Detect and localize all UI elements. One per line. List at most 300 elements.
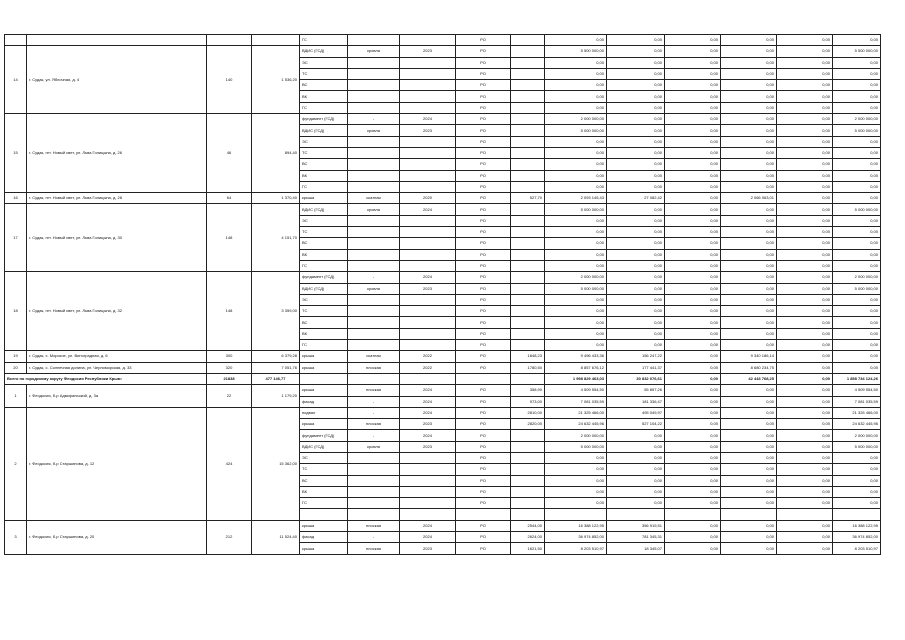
year-cell (400, 475, 456, 486)
volume-cell (511, 328, 545, 339)
area-sqm-cell: 7 051,76 (252, 362, 300, 373)
year-cell: 2023 (400, 125, 456, 136)
fund-cell: 356 919,51 (607, 520, 665, 531)
fund-cell: 0,00 (607, 159, 665, 170)
year-cell (400, 57, 456, 68)
type-cell: - (348, 114, 400, 125)
total-cost-cell: 9 496 433,36 (545, 351, 607, 362)
volume-cell (511, 125, 545, 136)
type-cell: плоская (348, 419, 400, 430)
republic-cell: 0,00 (665, 486, 721, 497)
republic-cell: 0,00 (665, 475, 721, 486)
unit-cell: РО (456, 294, 511, 305)
unit-cell: РО (456, 283, 511, 294)
volume-cell (511, 317, 545, 328)
republic-cell: 0,00 (665, 170, 721, 181)
fund-cell: 0,00 (607, 136, 665, 147)
type-cell: скатная (348, 193, 400, 204)
year-cell (400, 340, 456, 351)
fund-cell: 0,00 (607, 283, 665, 294)
type-cell: - (348, 532, 400, 543)
republic-cell: 0,00 (665, 91, 721, 102)
table-row (5, 114, 881, 125)
work-cell: крыша (300, 385, 348, 396)
row-number: 16 (5, 193, 27, 204)
total-cost-cell: 36 974 852,00 (545, 532, 607, 543)
fund-cell: 0,00 (607, 215, 665, 226)
unit-cell: РО (456, 407, 511, 418)
address-cell: г. Судак, с. Солнечная долина, ул. Черноморская, д. 33 (27, 362, 207, 373)
regional-cell: 0,00 (721, 125, 777, 136)
apartments-cell: 148 (207, 204, 252, 272)
type-cell (348, 57, 400, 68)
volume-cell (511, 498, 545, 509)
republic-cell: 0,00 (665, 68, 721, 79)
volume-cell (511, 114, 545, 125)
local-cell: 0,00 (777, 35, 833, 46)
volume-cell (511, 294, 545, 305)
year-cell: 2023 (400, 419, 456, 430)
type-cell (348, 498, 400, 509)
volume-cell: 2810,00 (511, 407, 545, 418)
volume-cell (511, 486, 545, 497)
fund-cell: 0,00 (607, 91, 665, 102)
total-cost-cell: 0,00 (545, 294, 607, 305)
work-cell: ГС (300, 102, 348, 113)
other-cell: 8 203 510,97 (833, 543, 881, 554)
local-cell: 0,00 (777, 80, 833, 91)
total-cost-cell: 0,00 (545, 227, 607, 238)
fund-cell: 0,00 (607, 46, 665, 57)
type-cell (348, 80, 400, 91)
work-cell: ЭС (300, 136, 348, 147)
year-cell (400, 147, 456, 158)
work-cell: ВС (300, 317, 348, 328)
apartments-cell: 300 (207, 351, 252, 362)
work-cell: ТС (300, 147, 348, 158)
type-cell (348, 475, 400, 486)
local-cell: 0,00 (777, 385, 833, 396)
volume-cell (511, 136, 545, 147)
republic-cell: 0,00 (665, 373, 721, 384)
row-number: 14 (5, 46, 27, 114)
unit-cell: РО (456, 46, 511, 57)
local-cell: 0,00 (777, 498, 833, 509)
fund-cell: 0,00 (607, 227, 665, 238)
regional-cell: 0,00 (721, 68, 777, 79)
apartments-cell: 148 (207, 272, 252, 351)
total-cost-cell: 0,00 (545, 170, 607, 181)
regional-cell: 0,00 (721, 283, 777, 294)
work-cell: крыша (300, 543, 348, 554)
local-cell: 0,00 (777, 464, 833, 475)
type-cell (348, 68, 400, 79)
work-cell: ЭС (300, 215, 348, 226)
work-cell: фундамент (ГСД) (300, 114, 348, 125)
type-cell (348, 509, 400, 520)
fund-cell: 0,00 (607, 498, 665, 509)
regional-cell: 0,00 (721, 159, 777, 170)
local-cell: 0,00 (777, 351, 833, 362)
republic-cell: 0,00 (665, 396, 721, 407)
unit-cell: РО (456, 159, 511, 170)
regional-cell: 0,00 (721, 520, 777, 531)
volume-cell (511, 80, 545, 91)
republic-cell: 0,00 (665, 57, 721, 68)
total-cost-cell: 16 388 122,95 (545, 520, 607, 531)
local-cell: 0,00 (777, 215, 833, 226)
work-cell: ВС (300, 80, 348, 91)
year-cell (400, 249, 456, 260)
work-cell: ВК (300, 486, 348, 497)
republic-cell: 0,00 (665, 260, 721, 271)
year-cell (400, 91, 456, 102)
fund-cell: 0,00 (607, 317, 665, 328)
table-row (5, 193, 881, 204)
total-cost-cell: 5 000 000,00 (545, 125, 607, 136)
work-cell: ВК (300, 170, 348, 181)
type-cell: кровля (348, 125, 400, 136)
row-number: 1 (5, 385, 27, 408)
volume-cell: 527,70 (511, 193, 545, 204)
other-cell: 0,00 (833, 464, 881, 475)
fund-cell: 0,00 (607, 272, 665, 283)
republic-cell: 0,00 (665, 80, 721, 91)
republic-cell: 0,00 (665, 215, 721, 226)
republic-cell: 0,00 (665, 102, 721, 113)
type-cell: скатная (348, 351, 400, 362)
volume-cell (511, 35, 545, 46)
volume-cell (511, 441, 545, 452)
other-cell: 0,00 (833, 306, 881, 317)
fund-cell: 495 049,97 (607, 407, 665, 418)
area-sqm-cell: 1 536,20 (252, 46, 300, 114)
other-cell: 0,00 (833, 328, 881, 339)
unit-cell: РО (456, 260, 511, 271)
unit-cell: РО (456, 249, 511, 260)
regional-cell: 0,00 (721, 147, 777, 158)
table-row (5, 272, 881, 283)
volume-cell (511, 159, 545, 170)
fund-cell: 177 441,37 (607, 362, 665, 373)
republic-cell: 0,00 (665, 204, 721, 215)
empty-cell (5, 35, 27, 46)
year-cell: 2024 (400, 430, 456, 441)
work-cell: ГС (300, 340, 348, 351)
regional-cell: 0,00 (721, 114, 777, 125)
local-cell: 0,00 (777, 136, 833, 147)
type-cell (348, 306, 400, 317)
total-cost-cell: 0,00 (545, 181, 607, 192)
volume-cell: 358,90 (511, 385, 545, 396)
type-cell: плоская (348, 543, 400, 554)
table-row (5, 407, 881, 418)
volume-cell (511, 238, 545, 249)
work-cell: ВК (300, 91, 348, 102)
volume-cell (511, 373, 545, 384)
year-cell: 2024 (400, 407, 456, 418)
republic-cell: 0,00 (665, 136, 721, 147)
republic-cell: 0,00 (665, 430, 721, 441)
table-row (5, 520, 881, 531)
total-cost-cell: 8 203 510,97 (545, 543, 607, 554)
regional-cell: 0,00 (721, 452, 777, 463)
other-cell: 16 388 122,95 (833, 520, 881, 531)
fund-cell: 0,00 (607, 475, 665, 486)
other-cell: 0,00 (833, 136, 881, 147)
type-cell (348, 147, 400, 158)
republic-cell: 0,00 (665, 317, 721, 328)
other-cell: 1 858 734 124,26 (833, 373, 881, 384)
unit-cell: РО (456, 204, 511, 215)
address-cell: г. Судак, ул. Яблочная, д. 4 (27, 46, 207, 114)
unit-cell: РО (456, 328, 511, 339)
other-cell: 24 632 445,96 (833, 419, 881, 430)
table-row (5, 35, 881, 46)
other-cell: 0,00 (833, 452, 881, 463)
unit-cell: РО (456, 102, 511, 113)
total-cost-cell: 7 081 035,59 (545, 396, 607, 407)
other-cell: 5 000 000,00 (833, 283, 881, 294)
fund-cell: 0,00 (607, 306, 665, 317)
address-cell: г. Судак, пгт. Новый свет, ул. Льва Голицына, д. 30 (27, 204, 207, 272)
other-cell: 0,00 (833, 91, 881, 102)
local-cell: 0,00 (777, 193, 833, 204)
local-cell: 0,00 (777, 294, 833, 305)
fund-cell: 0,00 (607, 294, 665, 305)
unit-cell: РО (456, 147, 511, 158)
year-cell: 2024 (400, 396, 456, 407)
total-cost-cell: 0,00 (545, 68, 607, 79)
local-cell: 0,00 (777, 543, 833, 554)
other-cell: 0,00 (833, 68, 881, 79)
regional-cell: 0,00 (721, 46, 777, 57)
unit-cell: РО (456, 35, 511, 46)
work-cell: ВС (300, 159, 348, 170)
regional-cell: 0,00 (721, 385, 777, 396)
unit-cell: РО (456, 486, 511, 497)
total-row (5, 373, 881, 384)
republic-cell: 0,00 (665, 452, 721, 463)
fund-cell: 0,00 (607, 328, 665, 339)
work-cell: крыша (300, 419, 348, 430)
local-cell: 0,00 (777, 475, 833, 486)
unit-cell (456, 509, 511, 520)
other-cell: 0,00 (833, 147, 881, 158)
regional-cell: 0,00 (721, 543, 777, 554)
year-cell: 2023 (400, 283, 456, 294)
unit-cell: РО (456, 452, 511, 463)
regional-cell: 0,00 (721, 475, 777, 486)
address-cell: г. Судак, пгт. Новый свет, ул. Льва Голицына, д. 26 (27, 114, 207, 193)
fund-cell: 27 082,42 (607, 193, 665, 204)
volume-cell (511, 464, 545, 475)
unit-cell: РО (456, 498, 511, 509)
other-cell: 0,00 (833, 317, 881, 328)
row-number: 17 (5, 204, 27, 272)
work-cell: ЭС (300, 452, 348, 463)
volume-cell: 1848,23 (511, 351, 545, 362)
volume-cell: 2820,00 (511, 419, 545, 430)
address-cell: г. Феодосия, б-р Старшинова, д. 12 (27, 407, 207, 520)
work-cell: крыша (300, 351, 348, 362)
year-cell (400, 373, 456, 384)
work-cell: ГС (300, 35, 348, 46)
fund-cell: 0,00 (607, 147, 665, 158)
volume-cell (511, 46, 545, 57)
year-cell (400, 227, 456, 238)
volume-cell (511, 260, 545, 271)
regional-cell: 0,00 (721, 294, 777, 305)
regional-cell: 0,00 (721, 396, 777, 407)
area-sqm-cell: 477 146,77 (252, 373, 300, 384)
total-cost-cell: 0,00 (545, 486, 607, 497)
fund-cell: 0,00 (607, 170, 665, 181)
type-cell (348, 136, 400, 147)
regional-cell: 0,00 (721, 204, 777, 215)
year-cell: 2023 (400, 441, 456, 452)
unit-cell: РО (456, 419, 511, 430)
unit-cell: РО (456, 430, 511, 441)
volume-cell (511, 475, 545, 486)
other-cell: 0,00 (833, 498, 881, 509)
republic-cell: 0,00 (665, 520, 721, 531)
type-cell (348, 452, 400, 463)
republic-cell (665, 509, 721, 520)
fund-cell: 0,00 (607, 204, 665, 215)
total-cost-cell: 0,00 (545, 35, 607, 46)
volume-cell (511, 306, 545, 317)
fund-cell: 156 247,22 (607, 351, 665, 362)
total-cost-cell: 0,00 (545, 147, 607, 158)
area-sqm-cell: 15 362,00 (252, 407, 300, 520)
type-cell (348, 294, 400, 305)
volume-cell (511, 452, 545, 463)
local-cell: 0,00 (777, 328, 833, 339)
volume-cell (511, 91, 545, 102)
type-cell (348, 159, 400, 170)
unit-cell: РО (456, 181, 511, 192)
fund-cell: 0,00 (607, 181, 665, 192)
total-cost-cell (545, 509, 607, 520)
volume-cell (511, 170, 545, 181)
unit-cell: РО (456, 238, 511, 249)
regional-cell: 0,00 (721, 498, 777, 509)
other-cell: 2 000 000,00 (833, 430, 881, 441)
other-cell: 4 509 554,50 (833, 385, 881, 396)
local-cell: 0,00 (777, 407, 833, 418)
regional-cell: 9 340 186,14 (721, 351, 777, 362)
year-cell (400, 486, 456, 497)
republic-cell: 0,00 (665, 294, 721, 305)
unit-cell: РО (456, 136, 511, 147)
unit-cell: РО (456, 475, 511, 486)
regional-cell: 0,00 (721, 170, 777, 181)
republic-cell: 0,00 (665, 543, 721, 554)
other-cell: 5 000 000,00 (833, 441, 881, 452)
local-cell: 0,00 (777, 396, 833, 407)
type-cell: кровля (348, 204, 400, 215)
unit-cell: РО (456, 317, 511, 328)
other-cell: 0,00 (833, 57, 881, 68)
regional-cell: 0,00 (721, 317, 777, 328)
unit-cell: РО (456, 170, 511, 181)
address-cell: г. Судак, с. Морское, ул. Виноградная, д. 6 (27, 351, 207, 362)
volume-cell (511, 102, 545, 113)
unit-cell: РО (456, 125, 511, 136)
regional-cell: 0,00 (721, 249, 777, 260)
row-number: 2 (5, 407, 27, 520)
total-cost-cell: 0,00 (545, 452, 607, 463)
work-cell: ГС (300, 498, 348, 509)
total-cost-cell: 4 509 554,50 (545, 385, 607, 396)
total-cost-cell: 24 632 445,96 (545, 419, 607, 430)
fund-cell: 0,00 (607, 57, 665, 68)
republic-cell: 0,00 (665, 147, 721, 158)
work-cell: ВДИС (ГСД) (300, 204, 348, 215)
regional-cell: 0,00 (721, 181, 777, 192)
work-cell: фасад (300, 532, 348, 543)
regional-cell: 0,00 (721, 215, 777, 226)
total-cost-cell: 0,00 (545, 475, 607, 486)
total-cost-cell: 0,00 (545, 498, 607, 509)
fund-cell: 18 345,07 (607, 543, 665, 554)
work-cell: ГС (300, 181, 348, 192)
regional-cell (721, 509, 777, 520)
table-row (5, 351, 881, 362)
total-cost-cell: 0,00 (545, 80, 607, 91)
volume-cell: 2624,00 (511, 532, 545, 543)
other-cell: 0,00 (833, 181, 881, 192)
year-cell (400, 159, 456, 170)
local-cell: 0,00 (777, 91, 833, 102)
other-cell: 0,00 (833, 249, 881, 260)
type-cell: кровля (348, 283, 400, 294)
republic-cell: 0,00 (665, 193, 721, 204)
work-cell: крыша (300, 193, 348, 204)
regional-cell: 42 443 768,25 (721, 373, 777, 384)
year-cell (400, 102, 456, 113)
total-cost-cell: 2 000 000,00 (545, 114, 607, 125)
local-cell: 0,00 (777, 238, 833, 249)
work-cell: фасад (300, 396, 348, 407)
table-row (5, 362, 881, 373)
unit-cell: РО (456, 215, 511, 226)
apartments-cell: 212 (207, 520, 252, 554)
other-cell: 2 000 000,00 (833, 272, 881, 283)
work-cell: подвал (300, 407, 348, 418)
republic-cell: 0,00 (665, 441, 721, 452)
total-cost-cell: 5 000 000,00 (545, 283, 607, 294)
other-cell: 0,00 (833, 170, 881, 181)
local-cell: 0,00 (777, 340, 833, 351)
year-cell: 2024 (400, 385, 456, 396)
volume-cell (511, 181, 545, 192)
other-cell: 0,00 (833, 294, 881, 305)
year-cell (400, 260, 456, 271)
total-cost-cell: 0,00 (545, 91, 607, 102)
regional-cell: 0,00 (721, 260, 777, 271)
unit-cell: РО (456, 306, 511, 317)
year-cell: 2023 (400, 46, 456, 57)
other-cell: 5 000 000,00 (833, 125, 881, 136)
total-cost-cell: 0,00 (545, 102, 607, 113)
type-cell: - (348, 407, 400, 418)
local-cell: 0,00 (777, 249, 833, 260)
other-cell: 0,00 (833, 35, 881, 46)
type-cell: - (348, 430, 400, 441)
unit-cell: РО (456, 543, 511, 554)
